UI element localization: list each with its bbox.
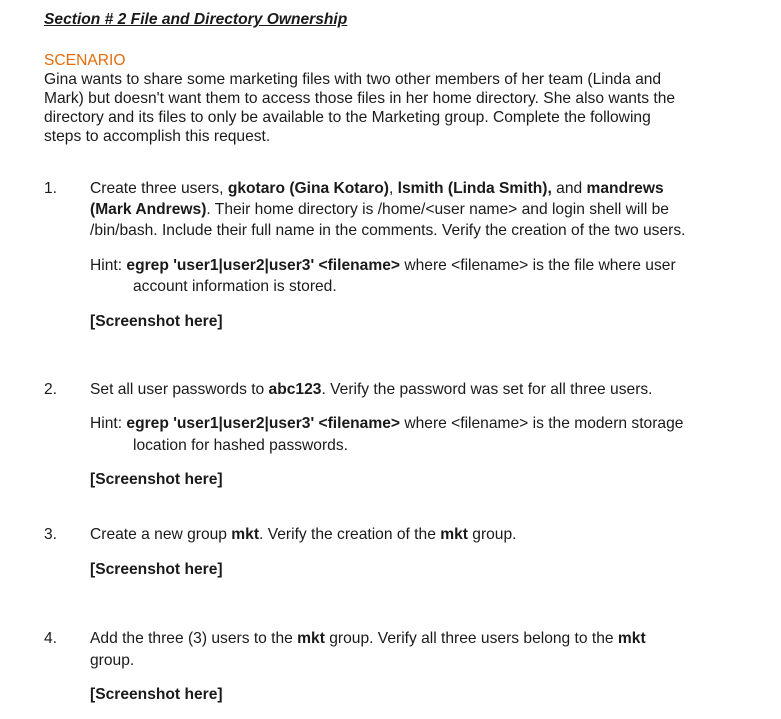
step-2-number: 2. [44, 381, 58, 398]
step-1-hint: Hint: egrep 'user1|user2|user3' <filename> where <filename> is the file where user [90, 257, 676, 274]
section-title: Section # 2 File and Directory Ownership [44, 11, 348, 28]
step-3-screenshot-placeholder: [Screenshot here] [90, 561, 223, 578]
step-1-screenshot-placeholder: [Screenshot here] [90, 313, 223, 330]
step-1-line-2: (Mark Andrews). Their home directory is /home/<user name> and login shell will be [90, 201, 669, 218]
scenario-line: directory and its files to only be available to the Marketing group. Complete the following [44, 109, 651, 126]
scenario-line: steps to accomplish this request. [44, 128, 271, 145]
step-4-number: 4. [44, 630, 58, 647]
step-4-screenshot-placeholder: [Screenshot here] [90, 686, 223, 703]
step-2-hint: Hint: egrep 'user1|user2|user3' <filename> where <filename> is the modern storage [90, 415, 684, 432]
step-3-number: 3. [44, 526, 58, 543]
scenario-line: Mark) but doesn't want them to access those files in her home directory. She also wants the [44, 90, 676, 107]
step-1-line-1: Create three users, gkotaro (Gina Kotaro), lsmith (Linda Smith), and mandrews [90, 180, 664, 197]
step-1-hint-line-2: account information is stored. [133, 278, 337, 295]
step-2-line-1: Set all user passwords to abc123. Verify the password was set for all three users. [90, 381, 653, 398]
step-1-number: 1. [44, 180, 58, 197]
scenario-heading: SCENARIO [44, 52, 126, 69]
step-2-screenshot-placeholder: [Screenshot here] [90, 471, 223, 488]
step-2-hint-line-2: location for hashed passwords. [133, 437, 348, 454]
scenario-line: Gina wants to share some marketing files with two other members of her team (Linda and [44, 71, 662, 88]
step-4-line-1: Add the three (3) users to the mkt group. Verify all three users belong to the mkt [90, 630, 646, 647]
step-4-line-2: group. [90, 652, 135, 669]
step-1-line-3: /bin/bash. Include their full name in the comments. Verify the creation of the two users. [90, 222, 686, 239]
step-3-line-1: Create a new group mkt. Verify the creation of the mkt group. [90, 526, 517, 543]
